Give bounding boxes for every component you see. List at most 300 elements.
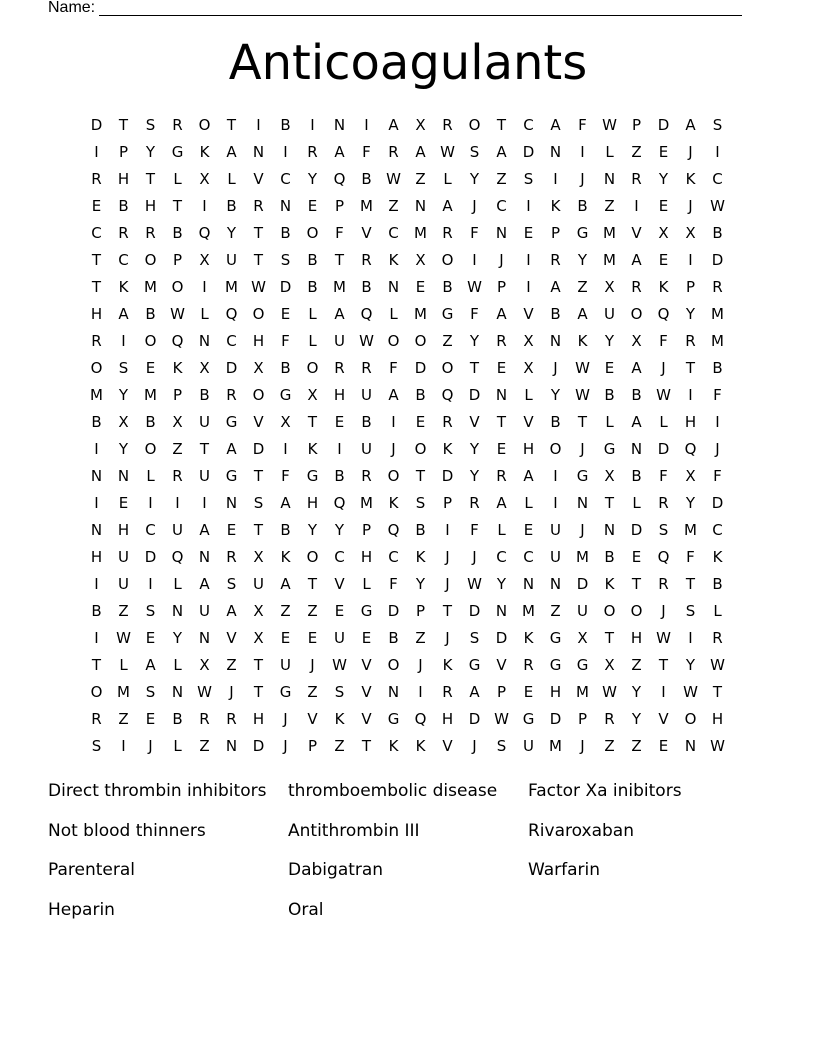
grid-letter: T: [253, 251, 264, 269]
grid-letter: C: [496, 548, 507, 566]
grid-letter: N: [387, 278, 400, 296]
grid-letter: B: [712, 575, 723, 593]
grid-letter: R: [496, 332, 507, 350]
grid-letter: Y: [685, 305, 696, 323]
grid-letter: N: [90, 467, 103, 485]
grid-letter: X: [253, 602, 264, 620]
grid-letter: M: [360, 494, 373, 512]
grid-letter: R: [604, 710, 615, 728]
grid-letter: I: [283, 143, 288, 161]
grid-letter: L: [308, 305, 317, 323]
grid-letter: I: [688, 386, 693, 404]
grid-letter: T: [685, 359, 696, 377]
grid-letter: U: [118, 548, 129, 566]
grid-letter: O: [468, 116, 481, 134]
grid-letter: D: [630, 521, 643, 539]
grid-letter: S: [712, 116, 723, 134]
grid-letter: D: [90, 116, 103, 134]
grid-letter: R: [523, 656, 534, 674]
grid-letter: G: [360, 602, 373, 620]
grid-letter: F: [281, 467, 290, 485]
grid-letter: I: [526, 197, 531, 215]
grid-letter: T: [469, 359, 480, 377]
grid-letter: J: [472, 197, 477, 215]
grid-letter: X: [658, 224, 669, 242]
grid-letter: S: [226, 575, 237, 593]
grid-letter: B: [226, 197, 237, 215]
grid-letter: R: [145, 224, 156, 242]
word-bank-item: thromboembolic disease: [288, 781, 498, 801]
grid-letter: R: [550, 251, 561, 269]
word-bank: [48, 778, 768, 936]
grid-letter: N: [333, 116, 346, 134]
grid-letter: I: [715, 143, 720, 161]
grid-letter: W: [251, 278, 266, 296]
grid-letter: T: [172, 197, 183, 215]
grid-letter: R: [172, 116, 183, 134]
word-search-grid: [83, 113, 731, 761]
grid-letter: B: [145, 305, 156, 323]
grid-letter: R: [226, 710, 237, 728]
grid-letter: J: [715, 440, 720, 458]
grid-letter: Z: [442, 332, 453, 350]
grid-letter: T: [145, 170, 156, 188]
grid-letter: A: [334, 143, 345, 161]
grid-letter: D: [252, 440, 265, 458]
grid-letter: K: [280, 548, 291, 566]
grid-letter: Y: [118, 440, 129, 458]
grid-letter: I: [445, 521, 450, 539]
grid-letter: R: [631, 170, 642, 188]
grid-letter: U: [550, 548, 561, 566]
grid-letter: B: [631, 386, 642, 404]
grid-letter: Y: [172, 629, 183, 647]
grid-letter: C: [118, 251, 129, 269]
word-bank-item: Direct thrombin inhibitors: [48, 781, 267, 801]
grid-letter: T: [361, 737, 372, 755]
grid-letter: D: [252, 737, 265, 755]
grid-letter: M: [333, 278, 346, 296]
grid-letter: W: [359, 332, 374, 350]
name-field: [48, 0, 742, 18]
grid-letter: E: [307, 197, 318, 215]
grid-letter: B: [631, 467, 642, 485]
grid-letter: N: [225, 494, 238, 512]
grid-letter: A: [550, 116, 561, 134]
grid-letter: Q: [198, 224, 211, 242]
grid-letter: E: [280, 629, 291, 647]
grid-letter: S: [280, 251, 291, 269]
grid-letter: J: [310, 656, 315, 674]
grid-letter: D: [468, 710, 481, 728]
grid-letter: J: [148, 737, 153, 755]
grid-letter: X: [172, 413, 183, 431]
grid-letter: W: [710, 737, 725, 755]
grid-letter: H: [360, 548, 373, 566]
grid-letter: T: [253, 521, 264, 539]
grid-letter: I: [715, 413, 720, 431]
grid-letter: G: [576, 656, 589, 674]
grid-letter: B: [172, 224, 183, 242]
grid-letter: N: [549, 143, 562, 161]
grid-letter: N: [684, 737, 697, 755]
grid-letter: S: [415, 494, 426, 512]
grid-letter: V: [523, 305, 534, 323]
grid-letter: E: [226, 521, 237, 539]
grid-letter: O: [630, 305, 643, 323]
grid-letter: C: [523, 548, 534, 566]
grid-letter: N: [171, 602, 184, 620]
grid-letter: H: [441, 710, 454, 728]
grid-letter: M: [360, 197, 373, 215]
grid-letter: N: [279, 197, 292, 215]
grid-letter: N: [603, 521, 616, 539]
grid-letter: V: [361, 224, 372, 242]
grid-letter: T: [307, 413, 318, 431]
grid-letter: K: [388, 737, 399, 755]
grid-letter: X: [199, 251, 210, 269]
grid-letter: B: [712, 359, 723, 377]
grid-letter: R: [658, 494, 669, 512]
grid-letter: H: [522, 440, 535, 458]
grid-letter: A: [388, 386, 399, 404]
grid-letter: B: [361, 413, 372, 431]
grid-letter: T: [199, 440, 210, 458]
grid-letter: K: [442, 656, 453, 674]
grid-letter: R: [118, 224, 129, 242]
grid-letter: R: [253, 197, 264, 215]
grid-letter: R: [91, 710, 102, 728]
grid-letter: E: [307, 629, 318, 647]
grid-letter: M: [90, 386, 103, 404]
grid-letter: D: [468, 602, 481, 620]
grid-letter: T: [253, 224, 264, 242]
grid-letter: K: [415, 737, 426, 755]
grid-letter: F: [335, 224, 344, 242]
grid-letter: L: [173, 170, 182, 188]
grid-letter: L: [173, 737, 182, 755]
grid-letter: O: [252, 386, 265, 404]
grid-letter: C: [712, 521, 723, 539]
grid-letter: I: [580, 143, 585, 161]
grid-letter: B: [415, 521, 426, 539]
grid-letter: J: [499, 251, 504, 269]
grid-letter: U: [604, 305, 615, 323]
grid-letter: P: [496, 683, 507, 701]
grid-letter: Z: [388, 197, 399, 215]
grid-letter: D: [279, 278, 292, 296]
grid-letter: J: [472, 737, 477, 755]
grid-letter: K: [118, 278, 129, 296]
grid-letter: K: [199, 143, 210, 161]
grid-letter: F: [713, 467, 722, 485]
grid-letter: K: [388, 494, 399, 512]
grid-letter: S: [685, 602, 696, 620]
grid-letter: R: [91, 332, 102, 350]
grid-letter: V: [442, 737, 453, 755]
grid-letter: A: [226, 440, 237, 458]
grid-letter: A: [145, 656, 156, 674]
grid-letter: D: [387, 602, 400, 620]
grid-letter: Y: [334, 521, 345, 539]
grid-letter: A: [550, 278, 561, 296]
grid-letter: I: [661, 683, 666, 701]
grid-letter: O: [603, 602, 616, 620]
grid-letter: N: [495, 602, 508, 620]
grid-letter: K: [307, 440, 318, 458]
grid-letter: B: [550, 305, 561, 323]
grid-letter: A: [496, 305, 507, 323]
grid-letter: V: [496, 656, 507, 674]
grid-letter: X: [415, 116, 426, 134]
grid-letter: M: [684, 521, 697, 539]
grid-letter: D: [468, 386, 481, 404]
grid-letter: H: [252, 710, 265, 728]
grid-letter: X: [523, 332, 534, 350]
grid-letter: X: [118, 413, 129, 431]
grid-letter: E: [361, 629, 372, 647]
grid-letter: N: [603, 170, 616, 188]
grid-letter: V: [361, 656, 372, 674]
grid-letter: P: [361, 521, 372, 539]
grid-letter: A: [199, 575, 210, 593]
grid-letter: O: [387, 656, 400, 674]
grid-letter: V: [334, 575, 345, 593]
grid-letter: Q: [684, 440, 697, 458]
grid-letter: B: [91, 413, 102, 431]
grid-letter: Y: [577, 251, 588, 269]
grid-letter: D: [711, 494, 724, 512]
grid-letter: K: [442, 440, 453, 458]
grid-letter: B: [280, 521, 291, 539]
grid-letter: T: [415, 467, 426, 485]
grid-letter: Y: [226, 224, 237, 242]
grid-letter: Z: [631, 737, 642, 755]
grid-letter: G: [225, 467, 238, 485]
grid-letter: D: [522, 143, 535, 161]
grid-letter: H: [333, 386, 346, 404]
grid-letter: L: [443, 170, 452, 188]
grid-letter: I: [121, 737, 126, 755]
grid-letter: O: [630, 602, 643, 620]
grid-letter: N: [198, 629, 211, 647]
grid-letter: J: [580, 521, 585, 539]
grid-letter: T: [334, 251, 345, 269]
grid-letter: C: [91, 224, 102, 242]
grid-letter: G: [279, 386, 292, 404]
grid-letter: E: [604, 359, 615, 377]
grid-letter: Q: [225, 305, 238, 323]
grid-letter: G: [549, 656, 562, 674]
grid-letter: P: [685, 278, 696, 296]
grid-letter: C: [280, 170, 291, 188]
grid-letter: H: [711, 710, 724, 728]
grid-letter: D: [441, 467, 454, 485]
grid-letter: M: [225, 278, 238, 296]
grid-letter: W: [656, 386, 671, 404]
grid-letter: O: [171, 278, 184, 296]
grid-letter: U: [253, 575, 264, 593]
grid-letter: L: [605, 413, 614, 431]
grid-letter: B: [199, 386, 210, 404]
grid-letter: T: [91, 251, 102, 269]
grid-letter: V: [307, 710, 318, 728]
grid-letter: J: [283, 710, 288, 728]
grid-letter: W: [332, 656, 347, 674]
grid-letter: V: [658, 710, 669, 728]
grid-letter: S: [145, 602, 156, 620]
grid-letter: Z: [199, 737, 210, 755]
grid-letter: T: [658, 656, 669, 674]
grid-letter: M: [522, 602, 535, 620]
grid-letter: N: [549, 575, 562, 593]
grid-letter: P: [415, 602, 426, 620]
grid-letter: G: [468, 656, 481, 674]
grid-letter: E: [91, 197, 102, 215]
grid-letter: G: [171, 143, 184, 161]
grid-letter: N: [198, 332, 211, 350]
grid-letter: E: [334, 602, 345, 620]
grid-letter: X: [415, 251, 426, 269]
grid-letter: P: [577, 710, 588, 728]
grid-letter: J: [580, 170, 585, 188]
grid-letter: N: [414, 197, 427, 215]
grid-letter: Y: [307, 170, 318, 188]
grid-letter: P: [550, 224, 561, 242]
grid-letter: Z: [496, 170, 507, 188]
grid-letter: U: [118, 575, 129, 593]
grid-letter: S: [469, 143, 480, 161]
grid-letter: D: [657, 116, 670, 134]
grid-letter: F: [389, 359, 398, 377]
grid-letter: Q: [657, 305, 670, 323]
grid-letter: J: [445, 575, 450, 593]
grid-letter: B: [118, 197, 129, 215]
grid-letter: A: [496, 143, 507, 161]
grid-letter: R: [361, 251, 372, 269]
grid-letter: G: [441, 305, 454, 323]
grid-letter: I: [337, 440, 342, 458]
grid-letter: K: [712, 548, 723, 566]
grid-letter: L: [713, 602, 722, 620]
grid-letter: A: [442, 197, 453, 215]
grid-letter: X: [604, 467, 615, 485]
grid-letter: T: [307, 575, 318, 593]
grid-letter: R: [712, 278, 723, 296]
grid-letter: W: [440, 143, 455, 161]
grid-letter: H: [549, 683, 562, 701]
grid-letter: N: [225, 737, 238, 755]
grid-letter: I: [526, 278, 531, 296]
grid-letter: C: [334, 548, 345, 566]
grid-letter: F: [470, 305, 479, 323]
grid-letter: K: [550, 197, 561, 215]
grid-letter: A: [226, 602, 237, 620]
grid-letter: Y: [550, 386, 561, 404]
grid-letter: J: [688, 143, 693, 161]
grid-letter: Z: [415, 629, 426, 647]
grid-letter: Y: [469, 170, 480, 188]
grid-letter: H: [144, 197, 157, 215]
grid-letter: Y: [469, 332, 480, 350]
grid-letter: Z: [550, 602, 561, 620]
grid-letter: Z: [172, 440, 183, 458]
grid-letter: W: [116, 629, 131, 647]
grid-letter: N: [387, 683, 400, 701]
grid-letter: X: [253, 548, 264, 566]
grid-letter: N: [90, 521, 103, 539]
grid-letter: B: [145, 413, 156, 431]
grid-letter: B: [550, 413, 561, 431]
grid-letter: V: [253, 170, 264, 188]
grid-letter: C: [388, 224, 399, 242]
grid-letter: M: [711, 332, 724, 350]
grid-letter: U: [334, 332, 345, 350]
grid-letter: S: [145, 116, 156, 134]
grid-letter: X: [199, 656, 210, 674]
grid-letter: K: [415, 548, 426, 566]
grid-letter: W: [197, 683, 212, 701]
grid-letter: R: [91, 170, 102, 188]
grid-letter: B: [415, 386, 426, 404]
grid-letter: Q: [387, 521, 400, 539]
grid-letter: T: [604, 629, 615, 647]
grid-letter: J: [688, 197, 693, 215]
grid-letter: O: [198, 116, 211, 134]
grid-letter: F: [713, 386, 722, 404]
grid-letter: E: [334, 413, 345, 431]
grid-letter: I: [94, 629, 99, 647]
grid-letter: M: [144, 278, 157, 296]
grid-letter: W: [494, 710, 509, 728]
grid-letter: J: [445, 629, 450, 647]
grid-letter: J: [418, 656, 423, 674]
grid-letter: A: [523, 467, 534, 485]
grid-letter: K: [334, 710, 345, 728]
grid-letter: Y: [496, 575, 507, 593]
grid-letter: Y: [469, 440, 480, 458]
grid-letter: L: [173, 656, 182, 674]
grid-letter: K: [388, 251, 399, 269]
grid-letter: X: [253, 629, 264, 647]
grid-letter: E: [145, 629, 156, 647]
grid-letter: X: [604, 656, 615, 674]
grid-letter: P: [118, 143, 129, 161]
grid-letter: E: [496, 359, 507, 377]
grid-letter: S: [469, 629, 480, 647]
grid-letter: U: [550, 521, 561, 539]
grid-letter: Q: [414, 710, 427, 728]
grid-letter: O: [387, 332, 400, 350]
grid-letter: O: [414, 440, 427, 458]
grid-letter: I: [553, 494, 558, 512]
grid-letter: J: [391, 440, 396, 458]
grid-letter: T: [253, 683, 264, 701]
grid-letter: Y: [469, 467, 480, 485]
grid-letter: R: [631, 278, 642, 296]
grid-letter: V: [226, 629, 237, 647]
grid-letter: L: [389, 305, 398, 323]
grid-letter: D: [144, 548, 157, 566]
grid-letter: X: [577, 629, 588, 647]
grid-letter: N: [171, 683, 184, 701]
grid-letter: E: [415, 278, 426, 296]
grid-letter: L: [119, 656, 128, 674]
grid-letter: T: [685, 575, 696, 593]
grid-letter: O: [684, 710, 697, 728]
page-title: Anticoagulants: [228, 35, 588, 91]
grid-letter: B: [307, 278, 318, 296]
